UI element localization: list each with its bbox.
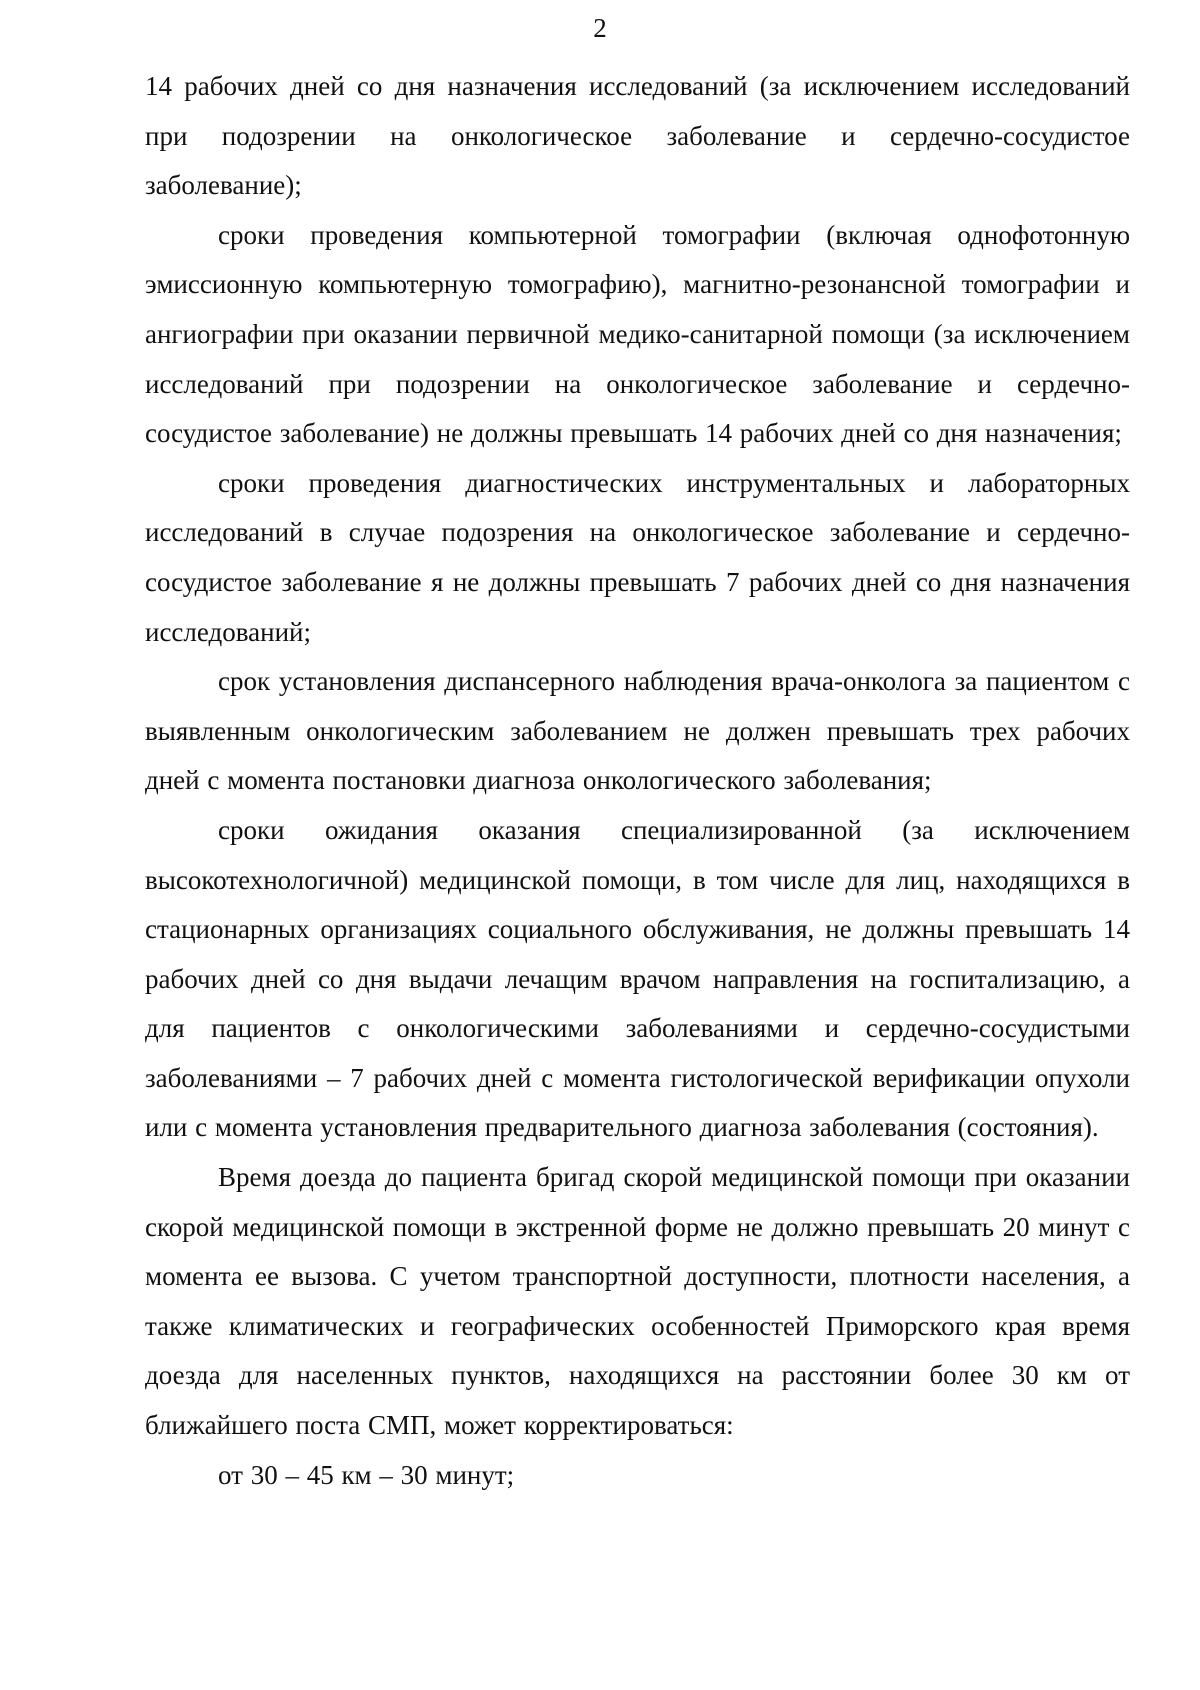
paragraph-specialized-care-waiting: сроки ожидания оказания специализированной (за исключением высокотехнологичной) медицинской помощи, в том числе для лиц, находящихся в стационарных организациях социального обслуживания, не должны превышать 14 рабочих дней со дня выдачи лечащим врачом направления на госпитализацию, а для пациентов с онкологическими заболеваниями и сердечно-сосудистыми заболеваниями – 7 рабочих дней с момента гистологической верификации опухоли или с момента установления предварительного диагноза заболевания (состояния).	[145, 814, 1130, 1143]
paragraph-oncologist-observation: срок установления диспансерного наблюдения врача-онколога за пациентом с выявленным онкологическим заболеванием не должен превышать трех рабочих дней с момента постановки диагноза онкологического заболевания;	[145, 666, 1130, 796]
paragraph-diagnostic-deadlines-oncology: сроки проведения диагностических инструментальных и лабораторных исследований в случае подозрения на онкологическое заболевание и сердечно-сосудистое заболевание я не должны превышать 7 рабочих дней со дня назначения исследований;	[145, 467, 1130, 647]
paragraph-distance-30-45km: от 30 – 45 км – 30 минут;	[218, 1459, 515, 1490]
page-number: 2	[593, 13, 607, 43]
paragraph-ct-mri-deadlines: сроки проведения компьютерной томографии (включая однофотонную эмиссионную компьютерную томографию), магнитно-резонансной томографии и ангиографии при оказании первичной медико-санитарной помощи (за исключением исследований при подозрении на онкологическое заболевание и сердечно-сосудистое заболевание) не должны превышать 14 рабочих дней со дня назначения;	[145, 219, 1130, 449]
document-body	[145, 62, 1130, 1500]
paragraph-ambulance-arrival-time: Время доезда до пациента бригад скорой медицинской помощи при оказании скорой медицинской помощи в экстренной форме не должно превышать 20 минут с момента ее вызова. С учетом транспортной доступности, плотности населения, а также климатических и географических особенностей Приморского края время доезда для населенных пунктов, находящихся на расстоянии более 30 км от ближайшего поста СМП, может корректироваться:	[145, 1162, 1130, 1441]
paragraph-research-deadline-continuation: 14 рабочих дней со дня назначения исследований (за исключением исследований при подозрении на онкологическое заболевание и сердечно-сосудистое заболевание);	[145, 71, 1130, 201]
